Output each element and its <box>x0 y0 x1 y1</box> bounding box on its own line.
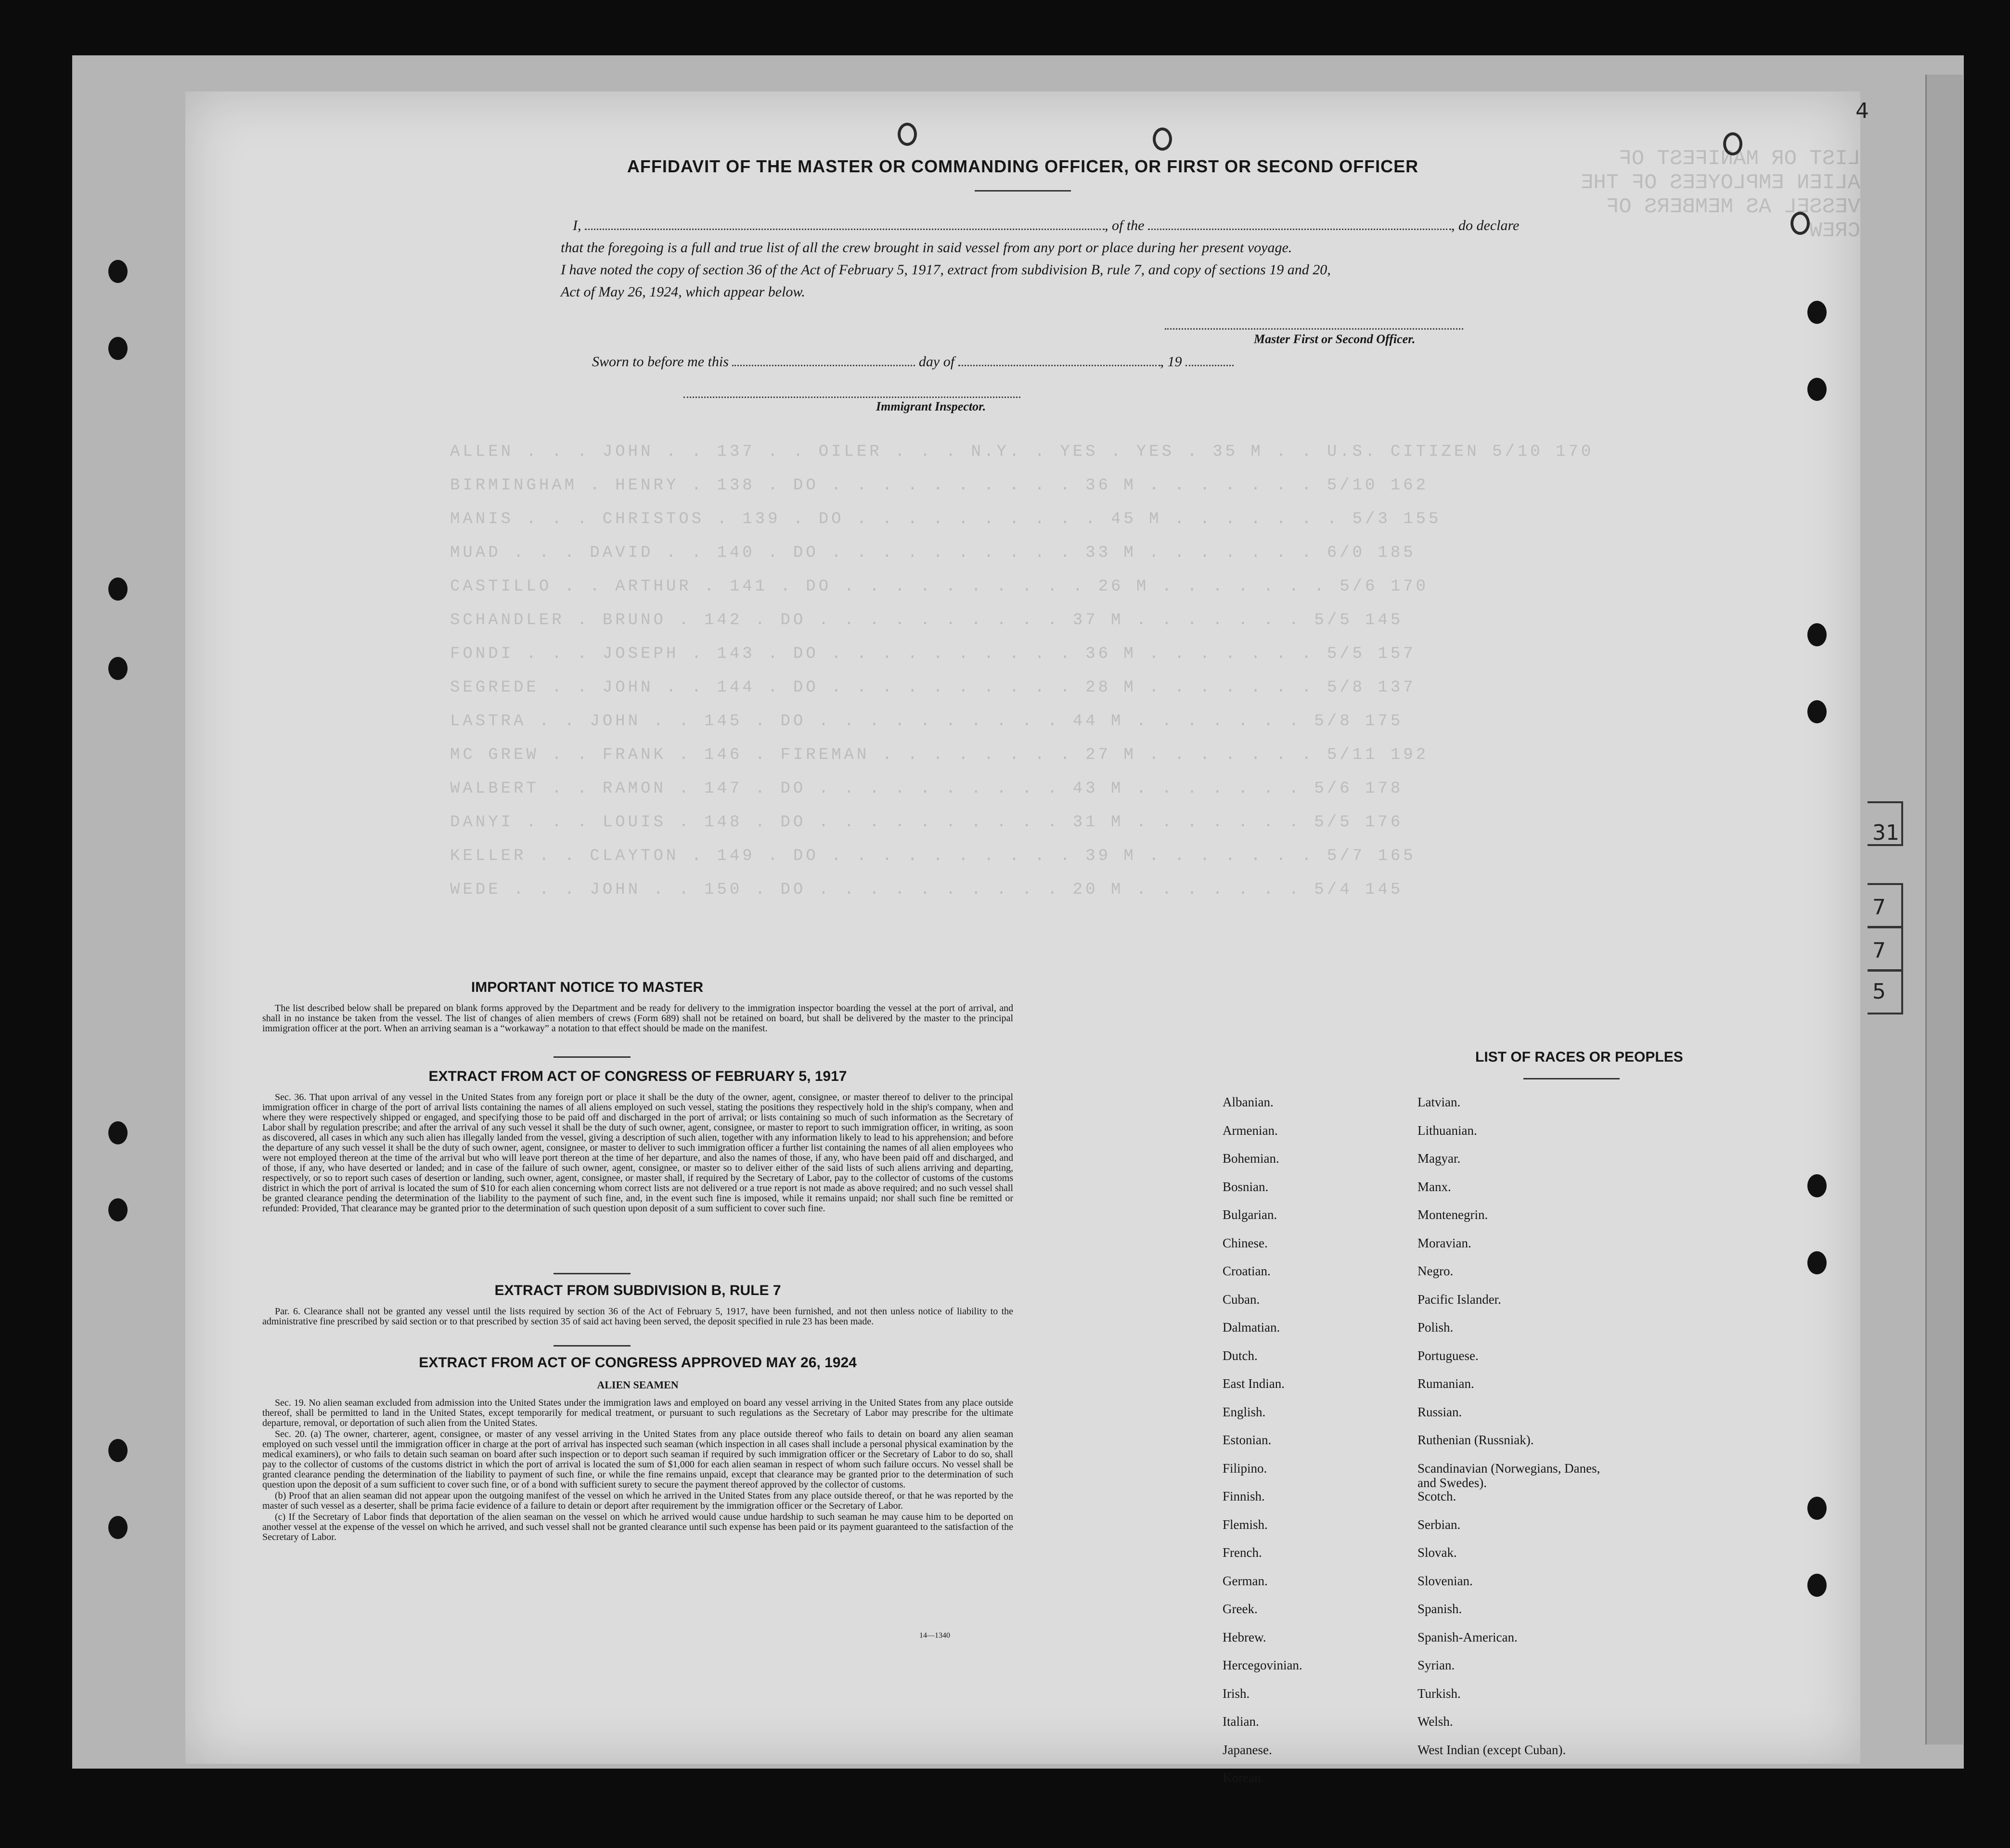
sworn-prefix: Sworn to before me this <box>592 354 729 370</box>
declarant-name-blank <box>585 218 1105 230</box>
form-number: 14—1340 <box>919 1631 950 1640</box>
margin-number: 7 <box>1872 938 1886 963</box>
punch-hole <box>1807 301 1827 324</box>
race-item: Russian. <box>1417 1404 1462 1419</box>
race-item: Flemish. <box>1223 1517 1268 1532</box>
punch-hole <box>1807 1251 1827 1274</box>
race-item: Ruthenian (Russniak). <box>1417 1433 1534 1447</box>
race-item: Welsh. <box>1417 1714 1453 1729</box>
officer-caption: Master First or Second Officer. <box>1254 332 1416 346</box>
section-19-paragraph: Sec. 19. No alien seaman excluded from admission into the United States under the immigration laws and employed on board any vessel arriving in the United States from any place outside thereof, shall be permitted to land in the United States, except temporarily for medical treatment, or pursuant to such regulations as the Secretary of Labor may prescribe for the ultimate departure, removal, or deportation of such alien from the United States. <box>262 1398 1013 1428</box>
inspector-signature-line <box>683 386 1020 398</box>
race-item: Syrian. <box>1417 1658 1455 1672</box>
race-item: Rumanian. <box>1417 1376 1474 1391</box>
punch-hole <box>108 657 128 680</box>
race-item: Pacific Islander. <box>1417 1292 1501 1307</box>
divider <box>975 190 1071 192</box>
vessel-name-blank <box>1148 218 1451 230</box>
extract-rule7-title: EXTRACT FROM SUBDIVISION B, RULE 7 <box>494 1283 781 1298</box>
punch-hole <box>1807 1497 1827 1520</box>
race-item: Spanish-American. <box>1417 1630 1518 1644</box>
punch-hole <box>1807 378 1827 401</box>
race-item: Dalmatian. <box>1223 1320 1280 1335</box>
manifest-back-page <box>185 91 1860 1785</box>
notice-text <box>262 1003 1013 1035</box>
sworn-month-blank <box>958 354 1160 366</box>
race-item: Irish. <box>1223 1686 1250 1701</box>
extract-rule7-paragraph: Par. 6. Clearance shall not be granted any vessel until the lists required by section 36 of the Act of February 5, 1917, have been furnished, and not then unless notice of liability to the administrative fine prescribed by said section or to that prescribed by section 35 of said act having been served, the deposit specified in rule 23 has been made. <box>262 1306 1013 1327</box>
race-item: Albanian. <box>1223 1095 1274 1109</box>
punch-hole-ring <box>1791 212 1810 235</box>
extract-1917-title: EXTRACT FROM ACT OF CONGRESS OF FEBRUARY 5, 1917 <box>428 1068 847 1084</box>
margin-number: 31 <box>1872 821 1899 845</box>
punch-hole <box>1807 1574 1827 1597</box>
punch-hole <box>108 337 128 360</box>
race-item: Greek. <box>1223 1602 1258 1616</box>
race-item: Armenian. <box>1223 1123 1278 1138</box>
punch-hole <box>108 1516 128 1539</box>
extract-1924-text <box>262 1398 1013 1543</box>
race-item: Montenegrin. <box>1417 1207 1488 1222</box>
extract-rule7-text <box>262 1307 1013 1328</box>
punch-hole <box>1807 623 1827 646</box>
sworn-year-blank <box>1185 354 1234 366</box>
affidavit-declaration-line <box>573 218 1519 234</box>
section-20c-paragraph: (c) If the Secretary of Labor finds that deportation of the alien seaman on the vessel on which he arrived would cause undue hardship to such seaman he may cause him to be deported on another vessel at the expense of the vessel on which he arrived, and such vessel shall not be granted clearance until such expense has been paid or its payment guaranteed to the satisfaction of the Secretary of Labor. <box>262 1512 1013 1542</box>
punch-hole <box>108 1198 128 1221</box>
race-item: Slovak. <box>1417 1545 1457 1560</box>
race-item: Filipino. <box>1223 1461 1267 1476</box>
punch-hole <box>1807 1174 1827 1197</box>
race-item: Chinese. <box>1223 1235 1268 1250</box>
notice-title: IMPORTANT NOTICE TO MASTER <box>471 979 704 995</box>
notice-paragraph: The list described below shall be prepared on blank forms approved by the Department and be ready for delivery to the immigration inspector boarding the vessel at the port of arrival, and shall in no instance be taken from the vessel. The list of changes of alien members of crews (Form 689) shall not be retained on board, but shall be delivered by the master to the principal immigration officer at the port. When an arriving seaman is a “workaway” a notation to that effect should be made on the manifest. <box>262 1003 1013 1034</box>
punch-hole-ring <box>1153 128 1172 151</box>
race-item: English. <box>1223 1404 1266 1419</box>
race-item: Japanese. <box>1223 1742 1272 1757</box>
race-item: Hercegovinian. <box>1223 1658 1302 1672</box>
race-item: Portuguese. <box>1417 1348 1479 1363</box>
race-item: Serbian. <box>1417 1517 1461 1532</box>
race-item: Lithuanian. <box>1417 1123 1477 1138</box>
bleed-through-text: LIST OR MANIFEST OF ALIEN EMPLOYEES OF THE VESSEL AS MEMBERS OF CREW ALLEN . . . JOHN . . 137 . . OILER . . . N.Y. . YES . YES . 35 M . . U.S. CITIZEN 5/10 170 BIRMINGHAM . HENRY . 138 . DO . . . . . . . . . . 36 M . . . . . . . 5/10 162 MANIS . . . CHRISTOS . 139 . DO . . . . . . . . . . 45 M . . . . . . . 5/3 155 MUAD . . . DAVID . . 140 . DO . . . . . . . . . . 33 M . . . . . . . 6/0 185 CASTILLO . . ARTHUR . 141 . DO . . . . . . . . . . 26 M . . . . . . . 5/6 170 SCHANDLER . BRUNO . 142 . DO . . . . . . . . . . 37 M . . . . . . . 5/5 145 FONDI . . . JOSEPH . 143 . DO . . . . . . . . . . 36 M . . . . . . . 5/5 157 SEGREDE . . JOHN . . 144 . DO . . . . . . . . . . 28 M . . . . . . . 5/8 137 LASTRA . . JOHN . . 145 . DO . . . . . . . . . . 44 M . . . . . . . 5/8 175 MC GREW . . FRANK . 146 . FIREMAN . . . . . . . . 27 M . . . . . . . 5/11 192 WALBERT . . RAMON . 147 . DO . . . . . . . . . . 43 M . . . . . . . 5/6 178 DANYI . . . LOUIS . 148 . DO . . . . . . . . . . 31 M . . . . . . . 5/5 176 KELLER . . CLAYTON . 149 . DO . . . . . . . . . . 39 M . . . . . . . 5/7 165 WEDE . . . JOHN . . 150 . DO . . . . . . . . . . 20 M . . . . . . . 5/4 145 <box>450 147 1860 899</box>
alien-seamen-subtitle: ALIEN SEAMEN <box>597 1379 679 1391</box>
race-item: Bosnian. <box>1223 1179 1269 1194</box>
race-item: Polish. <box>1417 1320 1454 1335</box>
affidavit-title: AFFIDAVIT OF THE MASTER OR COMMANDING OFFICER, OR FIRST OR SECOND OFFICER <box>627 156 1419 176</box>
sworn-day-blank <box>732 354 915 366</box>
margin-number: 7 <box>1872 895 1886 920</box>
race-item: East Indian. <box>1223 1376 1285 1391</box>
race-item: Negro. <box>1417 1264 1454 1278</box>
do-declare-label: , do declare <box>1451 218 1520 233</box>
extract-1917-text <box>262 1092 1013 1215</box>
punch-hole <box>108 1121 128 1144</box>
race-item: Estonian. <box>1223 1433 1272 1447</box>
of-the-label: , of the <box>1105 218 1145 233</box>
affidavit-statement-3: Act of May 26, 1924, which appear below. <box>561 284 805 300</box>
race-item: Korean. <box>1223 1771 1264 1785</box>
race-item: West Indian (except Cuban). <box>1417 1742 1566 1757</box>
race-item: Scandinavian (Norwegians, Danes, and Swedes). <box>1417 1461 1600 1490</box>
divider <box>554 1345 631 1347</box>
race-item: Latvian. <box>1417 1095 1461 1109</box>
race-item: Dutch. <box>1223 1348 1258 1363</box>
race-item: Cuban. <box>1223 1292 1260 1307</box>
race-item: Bohemian. <box>1223 1151 1279 1166</box>
divider <box>1523 1078 1620 1079</box>
race-item: Hebrew. <box>1223 1630 1266 1644</box>
punch-hole <box>108 1439 128 1462</box>
sworn-line <box>592 354 1234 370</box>
section-20a-paragraph: Sec. 20. (a) The owner, charterer, agent, consignee, or master of any vessel arriving in the United States from any place outside thereof who fails to detain on board any alien seaman employed on such vessel until the immigration officer in charge at the port of arrival has inspected such seaman (which inspection in all cases shall include a personal physical examination by the medical examiners), or who fails to detain such seaman on board after such inspection or to deport such seaman if required by such immigration officer or the Secretary of Labor to do so, shall pay to the collector of customs of the customs district in which the port of arrival is located the sum of $1,000 for each alien seaman in respect of whom such failure occurs. No vessel shall be granted clearance pending the determination of the liability to payment of such fine, or while the fine remains unpaid, except that clearance may be granted prior to the determination of such question upon the deposit of a sum sufficient to cover such fine, or of a bond with sufficient surety to secure the payment thereof approved by the collector of customs. <box>262 1429 1013 1490</box>
punch-hole <box>108 578 128 601</box>
backing-sheet-edge <box>1925 75 1963 1745</box>
extract-1917-paragraph: Sec. 36. That upon arrival of any vessel in the United States from any foreign port or place it shall be the duty of the owner, agent, consignee, or master thereof to deliver to the principal immigration officer in charge of the port of arrival lists containing the names of all aliens employed on such vessel, stating the positions they respectively hold in the ship's company, when and where they were respectively shipped or engaged, and specifying those to be paid off and discharged in the port of arrival; or lists containing so much of such information as the Secretary of Labor shall by regulation prescribe; and after the arrival of any such vessel it shall be the duty of such owner, agent, consignee, or master to report to such immigration officer, in writing, as soon as discovered, all cases in which any such alien has illegally landed from the vessel, giving a description of such alien, together with any information likely to lead to his apprehension; and before the departure of any such vessel it shall be the duty of such owner, agent, consignee, or master to deliver to such immigration officer a further list containing the names of all alien employees who were not employed thereon at the time of the arrival but who will leave port thereon at the time of her departure, and also the names of those, if any, who have been paid off and discharged, and of those, if any, who have deserted or landed; and in case of the failure of such owner, agent, consignee, or master so to deliver either of the said lists of such aliens arriving and departing, respectively, or so to report such cases of desertion or landing, such owner, agent, consignee, or master shall, if required by the Secretary of Labor, pay to the collector of customs of the customs district in which the port of arrival is located the sum of $10 for each alien concerning whom correct lists are not delivered or a true report is not made as above required; and no such vessel shall be granted clearance pending the determination of the liability to the payment of such fine, and, in the event such fine is imposed, while it remains unpaid; nor shall such fine be remitted or refunded: Provided, That clearance may be granted prior to the determination of such question upon deposit of a sum sufficient to cover such fine. <box>262 1092 1013 1214</box>
punch-hole-ring <box>1723 132 1742 155</box>
race-item: Turkish. <box>1417 1686 1461 1701</box>
inspector-caption: Immigrant Inspector. <box>876 399 986 413</box>
margin-number: 5 <box>1872 979 1886 1004</box>
race-item: Spanish. <box>1417 1602 1462 1616</box>
day-of-label: day of <box>918 354 955 370</box>
race-item: Scotch. <box>1417 1489 1456 1503</box>
race-item: Italian. <box>1223 1714 1259 1729</box>
year-prefix: , 19 <box>1160 354 1182 370</box>
races-left-column <box>1223 1095 1425 1799</box>
race-item: Finnish. <box>1223 1489 1265 1503</box>
declarant-prefix: I, <box>573 218 581 233</box>
race-item: Magyar. <box>1417 1151 1461 1166</box>
race-item: Bulgarian. <box>1223 1207 1277 1222</box>
race-item: German. <box>1223 1573 1268 1588</box>
races-right-column <box>1417 1095 1620 1771</box>
race-item: French. <box>1223 1545 1262 1560</box>
punch-hole <box>1807 700 1827 723</box>
punch-hole <box>108 260 128 283</box>
extract-1924-title: EXTRACT FROM ACT OF CONGRESS APPROVED MAY 26, 1924 <box>419 1355 857 1371</box>
race-item: Moravian. <box>1417 1235 1471 1250</box>
race-item: Slovenian. <box>1417 1573 1473 1588</box>
divider <box>554 1056 631 1058</box>
races-title: LIST OF RACES OR PEOPLES <box>1475 1049 1683 1065</box>
page-number: 4 <box>1855 99 1869 123</box>
punch-hole-ring <box>898 123 917 146</box>
race-item: Croatian. <box>1223 1264 1271 1278</box>
section-20b-paragraph: (b) Proof that an alien seaman did not appear upon the outgoing manifest of the vessel on which he arrived in the United States from any place outside thereof, or that he was reported by the master of such vessel as a deserter, shall be prima facie evidence of a failure to detain or deport after requirement by the immigration officer or the Secretary of Labor. <box>262 1490 1013 1511</box>
race-item: Manx. <box>1417 1179 1451 1194</box>
officer-signature-line <box>1165 318 1463 330</box>
divider <box>554 1273 631 1274</box>
affidavit-statement-1: that the foregoing is a full and true list of all the crew brought in said vessel from any port or place during her present voyage. <box>561 240 1292 256</box>
affidavit-statement-2: I have noted the copy of section 36 of the Act of February 5, 1917, extract from subdivision B, rule 7, and copy of sections 19 and 20, <box>561 262 1331 278</box>
